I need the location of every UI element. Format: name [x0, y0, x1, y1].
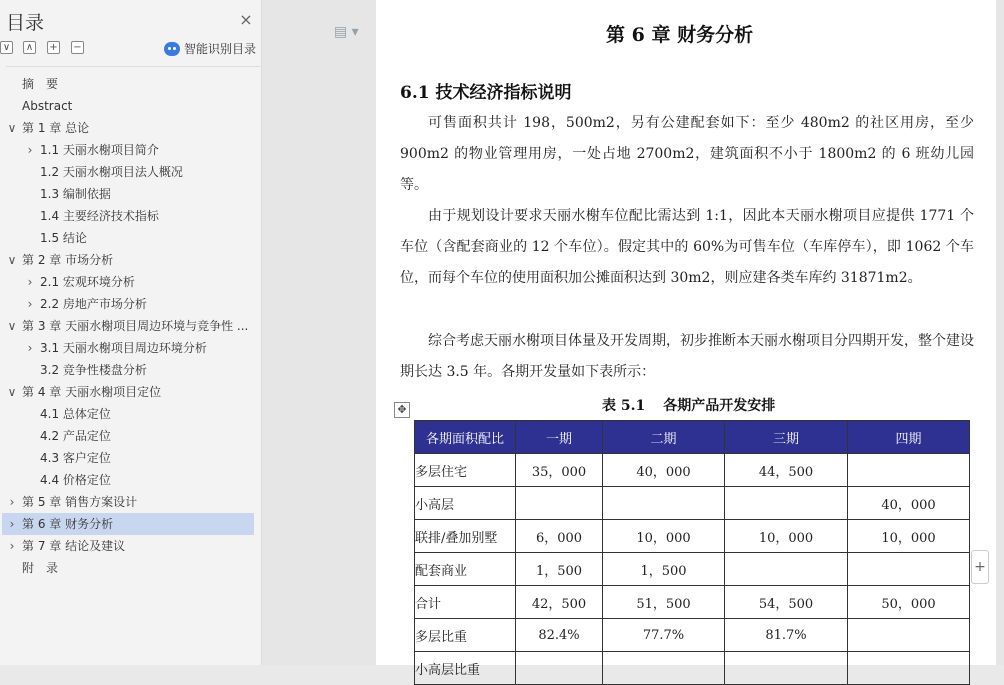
table-cell: 小高层比重 [415, 652, 516, 685]
table-cell: 10，000 [603, 520, 725, 553]
toc-item-label: 4.2 产品定位 [40, 429, 111, 443]
table-header-cell: 各期面积配比 [415, 421, 516, 454]
expand-all-button[interactable]: ∧ [23, 41, 36, 54]
table-caption [602, 395, 793, 415]
table-row [415, 553, 970, 586]
toc-item[interactable] [2, 95, 254, 117]
toc-item[interactable] [2, 315, 254, 337]
table-cell: 81.7% [725, 619, 848, 652]
toc-item-label: Abstract [22, 99, 73, 113]
toc-item-label: 第 2 章 市场分析 [22, 253, 114, 267]
chevron-right-icon[interactable]: › [9, 517, 15, 531]
table-cell: 50，000 [848, 586, 970, 619]
toc-item[interactable] [2, 447, 254, 469]
table-cell: 多层比重 [415, 619, 516, 652]
section-title: 6.1 技术经济指标说明 [400, 83, 572, 103]
table-header-row [415, 421, 970, 454]
table-cell: 44，500 [725, 454, 848, 487]
ai-toc-button[interactable] [164, 40, 256, 57]
table-cell [848, 454, 970, 487]
table-cell: 小高层 [415, 487, 516, 520]
toc-item[interactable] [2, 535, 254, 557]
chevron-down-icon[interactable]: ∨ [7, 121, 17, 135]
table-cell: 42，500 [516, 586, 603, 619]
chevron-down-icon[interactable]: ∨ [7, 385, 17, 399]
toc-item-label: 1.4 主要经济技术指标 [40, 209, 159, 223]
toc-item-label: 摘 要 [22, 77, 59, 91]
toc-item-label: 1.5 结论 [40, 231, 87, 245]
ai-toc-label: 智能识别目录 [184, 42, 257, 56]
table-row [415, 487, 970, 520]
table-cell [725, 553, 848, 586]
move-icon[interactable]: ✥ [394, 402, 410, 418]
table-caption-number: 表 5.1 [602, 398, 646, 414]
toc-item-label: 4.1 总体定位 [40, 407, 111, 421]
table-cell [848, 553, 970, 586]
table-row [415, 586, 970, 619]
table-row [415, 454, 970, 487]
table-header-cell: 四期 [848, 421, 970, 454]
table-cell: 77.7% [603, 619, 725, 652]
toc-item[interactable] [2, 337, 254, 359]
toc-item[interactable] [2, 513, 254, 535]
toc-item-label: 4.3 客户定位 [40, 451, 111, 465]
close-icon[interactable]: × [239, 10, 253, 29]
toc-item[interactable] [2, 293, 254, 315]
toc-item[interactable] [2, 249, 254, 271]
table-cell [603, 652, 725, 685]
table-cell: 合计 [415, 586, 516, 619]
table-cell: 40，000 [848, 487, 970, 520]
chevron-right-icon[interactable]: › [27, 341, 33, 355]
paragraph: 由于规划设计要求天丽水榭车位配比需达到 1:1，因此本天丽水榭项目应提供 1771 个车位（含配套商业的 12 个车位）。假定其中的 60%为可售车位（车库停车），即 1062 个车位，而每个车位的使用面积加公摊面积达到 30m2，则应建各类车库约 31871m2。 [400, 208, 974, 286]
table-cell: 1，500 [603, 553, 725, 586]
table-row [415, 619, 970, 652]
toc-item[interactable] [2, 403, 254, 425]
table-cell [516, 487, 603, 520]
navigation-pane [0, 0, 262, 665]
toc-item-label: 2.2 房地产市场分析 [40, 297, 147, 311]
add-button[interactable]: + [971, 550, 989, 584]
toc-item-label: 第 4 章 天丽水榭项目定位 [22, 385, 162, 399]
table-cell [603, 487, 725, 520]
toc-item[interactable] [2, 161, 254, 183]
table-caption-text: 各期产品开发安排 [663, 398, 776, 414]
table-cell: 1，500 [516, 553, 603, 586]
table-cell [725, 652, 848, 685]
table-cell: 配套商业 [415, 553, 516, 586]
chevron-right-icon[interactable]: › [27, 275, 33, 289]
toc-item-label: 1.2 天丽水榭项目法人概况 [40, 165, 183, 179]
table-cell [848, 652, 970, 685]
toc-item[interactable] [2, 271, 254, 293]
toc-item-label: 4.4 价格定位 [40, 473, 111, 487]
remove-heading-button[interactable]: − [71, 41, 84, 54]
toc-item[interactable] [2, 381, 254, 403]
pane-gutter [262, 0, 290, 665]
table-cell [725, 487, 848, 520]
chevron-right-icon[interactable]: › [27, 297, 33, 311]
toc-item[interactable] [2, 557, 254, 579]
toc-item[interactable] [2, 183, 254, 205]
table-cell: 多层住宅 [415, 454, 516, 487]
toc-item[interactable] [2, 491, 254, 513]
robot-icon [164, 42, 180, 56]
chevron-down-icon[interactable]: ∨ [7, 253, 17, 267]
data-table [414, 420, 970, 685]
toc-item[interactable] [2, 359, 254, 381]
toc-item-label: 附 录 [22, 561, 59, 575]
table-cell: 51，500 [603, 586, 725, 619]
chevron-down-icon[interactable]: ∨ [7, 319, 17, 333]
chapter-title: 第 6 章 财务分析 [606, 24, 754, 46]
table-cell: 54，500 [725, 586, 848, 619]
collapse-all-button[interactable]: ∨ [0, 41, 13, 54]
table-header-cell: 二期 [603, 421, 725, 454]
toc-item[interactable] [2, 205, 254, 227]
toc-item[interactable] [2, 117, 254, 139]
toc-item-label: 第 5 章 销售方案设计 [22, 495, 138, 509]
table-cell: 40，000 [603, 454, 725, 487]
toc-item-label: 3.2 竞争性楼盘分析 [40, 363, 147, 377]
toc-item-label: 第 6 章 财务分析 [22, 517, 114, 531]
toc-list [2, 73, 254, 579]
paragraph: 可售面积共计 198，500m2，另有公建配套如下：至少 480m2 的社区用房，至少 900m2 的物业管理用房，一处占地 2700m2，建筑面积不小于 1800m2 的 6 班幼儿园等。 [400, 115, 974, 193]
toc-item[interactable] [2, 227, 254, 249]
paragraph: 综合考虑天丽水榭项目体量及开发周期，初步推断本天丽水榭项目分四期开发，整个建设期长达 3.5 年。各期开发量如下表所示： [400, 333, 974, 380]
toc-item-label: 第 1 章 总论 [22, 121, 90, 135]
document-area [290, 0, 1004, 678]
table-row [415, 520, 970, 553]
table-cell: 10，000 [848, 520, 970, 553]
table-cell: 10，000 [725, 520, 848, 553]
toc-item-label: 第 3 章 天丽水榭项目周边环境与竞争性 ... [22, 319, 249, 333]
add-heading-button[interactable]: + [47, 41, 60, 54]
toc-item-label: 第 7 章 结论及建议 [22, 539, 126, 553]
chevron-right-icon[interactable]: › [9, 495, 15, 509]
toc-item-label: 2.1 宏观环境分析 [40, 275, 135, 289]
divider [6, 66, 260, 67]
toc-item-label: 1.3 编制依据 [40, 187, 111, 201]
document-page [376, 0, 996, 678]
toc-item[interactable] [2, 469, 254, 491]
table-cell: 35，000 [516, 454, 603, 487]
table-cell: 6，000 [516, 520, 603, 553]
toc-item[interactable] [2, 73, 254, 95]
table-header-cell: 三期 [725, 421, 848, 454]
document-icon[interactable]: ▤ ▾ [334, 24, 359, 40]
chevron-right-icon[interactable]: › [27, 143, 33, 157]
table-cell [848, 619, 970, 652]
toc-item[interactable] [2, 139, 254, 161]
table-header-cell: 一期 [516, 421, 603, 454]
toc-item-label: 1.1 天丽水榭项目简介 [40, 143, 159, 157]
toc-item[interactable] [2, 425, 254, 447]
pane-title: 目录 [6, 12, 45, 34]
table-cell [516, 652, 603, 685]
table-cell: 82.4% [516, 619, 603, 652]
table-row [415, 652, 970, 685]
chevron-right-icon[interactable]: › [9, 539, 15, 553]
toc-item-label: 3.1 天丽水榭项目周边环境分析 [40, 341, 207, 355]
table-cell: 联排/叠加别墅 [415, 520, 516, 553]
